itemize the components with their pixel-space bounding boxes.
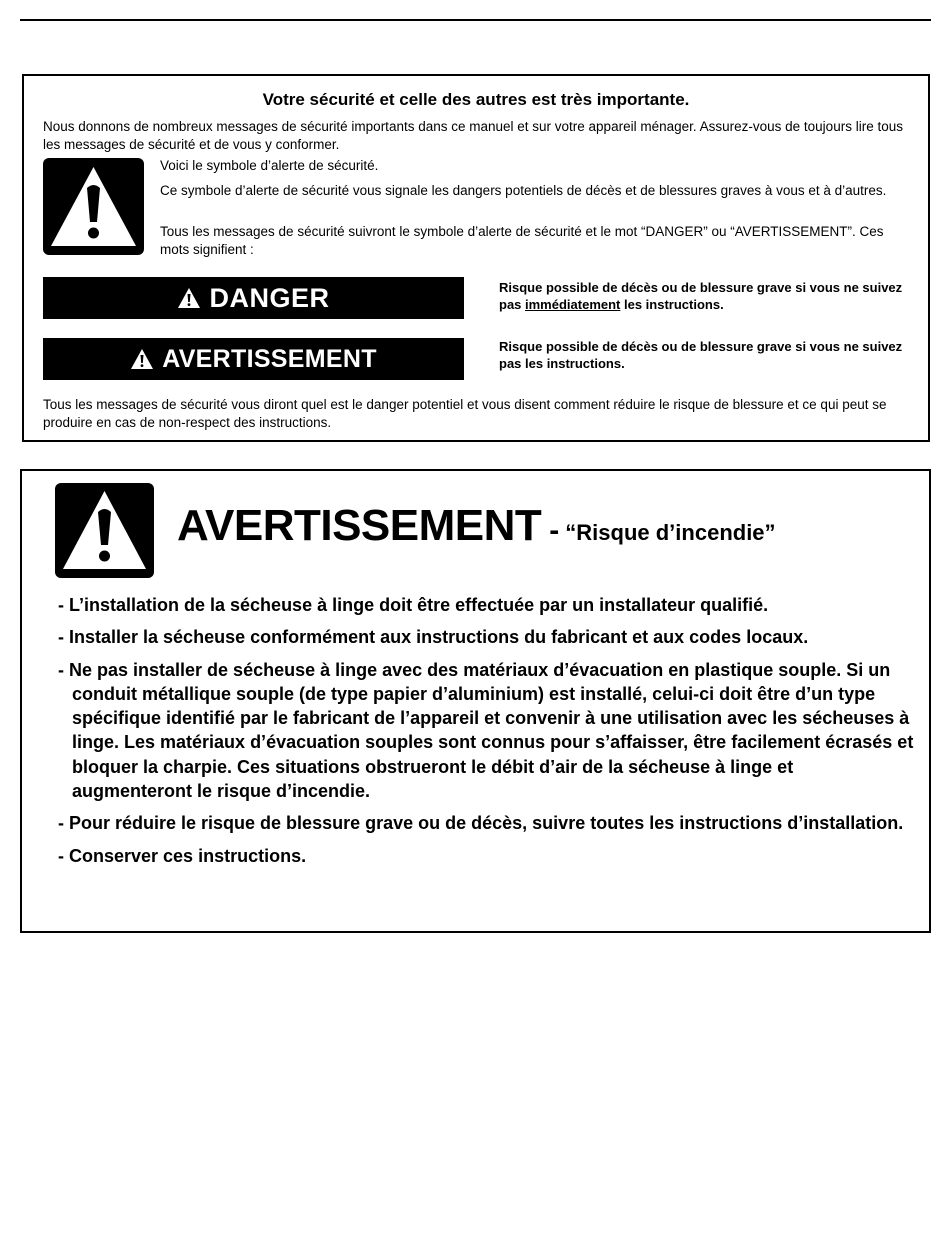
symbol-line: Voici le symbole d’alerte de sécurité. — [160, 158, 379, 173]
top-rule — [20, 19, 931, 21]
fire-warning-list — [58, 593, 918, 876]
list-item: - Ne pas installer de sécheuse à linge avec des matériaux d’évacuation en plastique souple. Si un conduit métallique souple (de type papier d’aluminium) est installé, celui-ci doit être d’un type spécifique identifié par le fabricant de l’appareil et convenir à une utilisation avec les sécheuses à linge. Les matériaux d’évacuation souples sont connus pour s’affaisser, être facilement écrasés et bloquer la charpie. Ces situations obstrueront le débit d’air de la sécheuse à linge et augmenteront le risque d’incendie. — [58, 659, 914, 802]
danger-description — [499, 279, 924, 313]
fire-risk-subheading: “Risque d’incendie” — [565, 520, 776, 545]
danger-text-end: les instructions. — [620, 297, 724, 312]
safety-info-box — [22, 74, 930, 442]
danger-signal-bar — [43, 277, 464, 319]
fire-warning-heading — [177, 501, 776, 551]
symbol-line: Ce symbole d’alerte de sécurité vous signale les dangers potentiels de décès et de blessures graves à vous et à d’autres. — [160, 183, 887, 198]
warning-description: Risque possible de décès ou de blessure grave si vous ne suivez pas les instructions. — [499, 339, 903, 371]
list-item: - L’installation de la sécheuse à linge doit être effectuée par un installateur qualifié. — [58, 595, 769, 615]
safety-footer: Tous les messages de sécurité vous diront quel est le danger potentiel et vous disent comment réduire le risque de blessure et ce qui peut se produire en cas de non-respect des instructions. — [43, 397, 887, 430]
heading-dash: - — [549, 514, 560, 547]
alert-triangle-icon — [130, 348, 154, 370]
safety-alert-triangle-icon — [43, 158, 144, 255]
danger-label: DANGER — [209, 282, 330, 313]
list-item: - Conserver ces instructions. — [58, 845, 307, 866]
danger-text-start: Risque possible de décès ou de blessure grave si vous ne suivez pas — [499, 280, 903, 312]
danger-text-underlined: immédiatement — [525, 297, 621, 312]
symbol-line: Tous les messages de sécurité suivront le symbole d’alerte de sécurité et le mot “DANGER” ou “AVERTISSEMENT”. Ces mots signifient : — [160, 224, 884, 257]
list-item: - Pour réduire le risque de blessure grave ou de décès, suivre toutes les instructions d’installation. — [58, 813, 904, 834]
warning-signal-bar — [43, 338, 464, 380]
fire-warning-box — [20, 469, 931, 933]
list-item: - Installer la sécheuse conformément aux instructions du fabricant et aux codes locaux. — [58, 627, 809, 648]
alert-triangle-icon — [177, 287, 201, 309]
warning-label: AVERTISSEMENT — [162, 344, 377, 373]
safety-alert-triangle-icon — [55, 483, 154, 578]
warning-word: AVERTISSEMENT — [177, 501, 542, 550]
safety-intro: Nous donnons de nombreux messages de sécurité importants dans ce manuel et sur votre appareil ménager. Assurez-vous de toujours lire tous les messages de sécurité et de vous y conformer. — [43, 119, 903, 152]
safety-title: Votre sécurité et celle des autres est très importante. — [262, 90, 690, 109]
